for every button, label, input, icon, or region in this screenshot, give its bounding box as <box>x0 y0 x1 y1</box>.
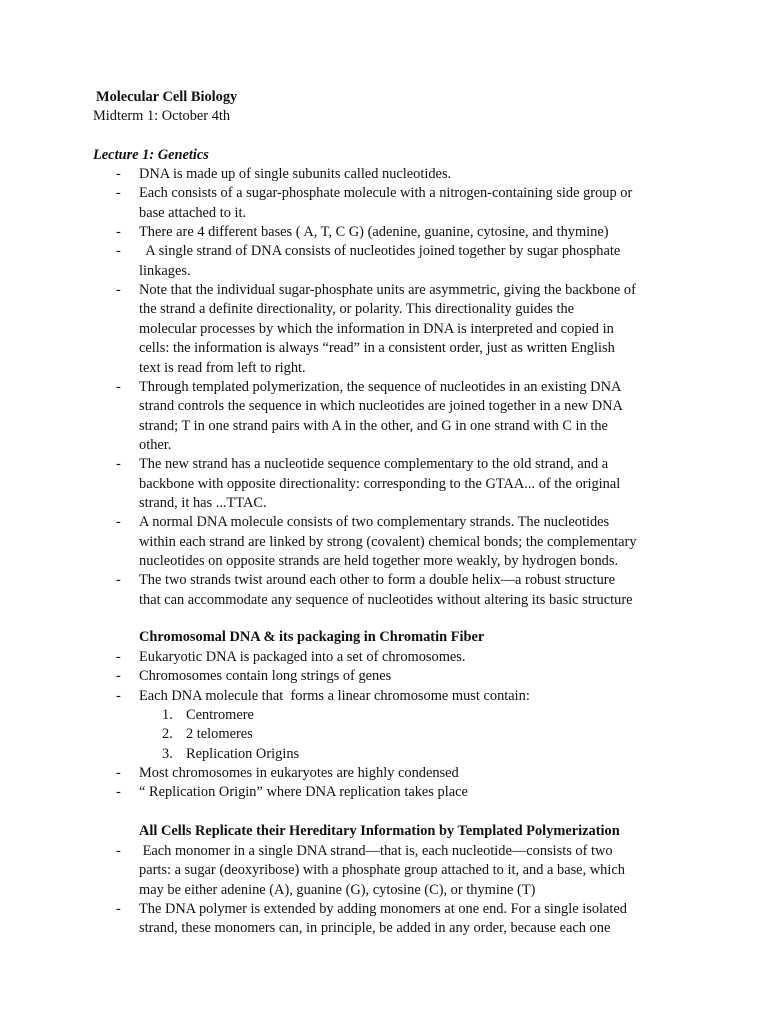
numbered-item-text: Centromere <box>186 707 254 724</box>
list-item-text: may be either adenine (A), guanine (G), cytosine (C), or thymine (T) <box>139 881 536 898</box>
numbered-marker: 3. <box>162 745 173 762</box>
list-item-text: Each consists of a sugar-phosphate molecule with a nitrogen-containing side group or <box>139 185 633 202</box>
bullet-dash: - <box>116 378 121 395</box>
list-item-text: The two strands twist around each other to form a double helix—a robust structure <box>139 572 615 589</box>
list-item-text: text is read from left to right. <box>139 359 306 376</box>
list-item-text: “ Replication Origin” where DNA replication takes place <box>139 784 468 801</box>
list-item-text: other. <box>139 436 172 453</box>
bullet-dash: - <box>116 456 121 473</box>
list-item-text: backbone with opposite directionality: corresponding to the GTAA... of the original <box>139 475 621 492</box>
list-item-text: The DNA polymer is extended by adding monomers at one end. For a single isolated <box>139 901 627 918</box>
document-subtitle: Midterm 1: October 4th <box>93 108 231 124</box>
list-item-text: Each DNA molecule that forms a linear chromosome must contain: <box>139 687 530 704</box>
bullet-dash: - <box>116 282 121 299</box>
list-item-text: There are 4 different bases ( A, T, C G) (adenine, guanine, cytosine, and thymine) <box>139 224 609 241</box>
list-item-text: The new strand has a nucleotide sequence complementary to the old strand, and a <box>139 456 609 473</box>
list-item-text: molecular processes by which the information in DNA is interpreted and copied in <box>139 320 614 337</box>
bullet-dash: - <box>116 572 121 589</box>
bullet-dash: - <box>116 166 121 182</box>
bullet-dash: - <box>116 224 121 241</box>
bullet-dash: - <box>116 784 121 801</box>
bullet-dash: - <box>116 765 121 782</box>
list-item-text: Through templated polymerization, the sequence of nucleotides in an existing DNA <box>139 378 622 395</box>
numbered-item-text: 2 telomeres <box>186 726 253 743</box>
list-item-text: strand, it has ...TTAC. <box>139 494 267 511</box>
numbered-item-text: Replication Origins <box>186 745 300 762</box>
list-item-text: that can accommodate any sequence of nucleotides without altering its basic structure <box>139 591 633 608</box>
bullet-dash: - <box>116 668 121 685</box>
list-item-text: strand; T in one strand pairs with A in the other, and G in one strand with C in the <box>139 417 608 434</box>
numbered-marker: 2. <box>162 726 173 743</box>
list-item-text: the strand a definite directionality, or polarity. This directionality guides the <box>139 301 575 318</box>
list-item-text: A normal DNA molecule consists of two complementary strands. The nucleotides <box>139 514 610 531</box>
list-item-text: A single strand of DNA consists of nucleotides joined together by sugar phosphate <box>139 243 621 260</box>
list-item-text: DNA is made up of single subunits called nucleotides. <box>139 166 452 182</box>
list-item-text: within each strand are linked by strong (covalent) chemical bonds; the complementary <box>139 533 637 550</box>
bullet-dash: - <box>116 514 121 531</box>
section3-heading: All Cells Replicate their Hereditary Information by Templated Polymerization <box>139 823 620 839</box>
bullet-dash: - <box>116 901 121 918</box>
lecture1-heading: Lecture 1: Genetics <box>93 147 209 163</box>
list-item-text: base attached to it. <box>139 204 247 221</box>
section2-heading: Chromosomal DNA & its packaging in Chromatin Fiber <box>139 629 485 645</box>
bullet-dash: - <box>116 649 121 665</box>
bullet-dash: - <box>116 243 121 260</box>
list-item-text: Eukaryotic DNA is packaged into a set of chromosomes. <box>139 649 466 665</box>
list-item-text: strand controls the sequence in which nucleotides are joined together in a new DNA <box>139 398 623 415</box>
bullet-dash: - <box>116 687 121 704</box>
bullet-dash: - <box>116 843 121 859</box>
bullet-dash: - <box>116 185 121 202</box>
document-title: Molecular Cell Biology <box>96 89 238 105</box>
list-item-text: Note that the individual sugar-phosphate units are asymmetric, giving the backbone of <box>139 282 636 299</box>
list-item-text: Each monomer in a single DNA strand—that is, each nucleotide—consists of two <box>139 843 613 859</box>
numbered-marker: 1. <box>162 707 173 724</box>
list-item-text: Most chromosomes in eukaryotes are highly condensed <box>139 765 459 782</box>
list-item-text: nucleotides on opposite strands are held together more weakly, by hydrogen bonds. <box>139 553 619 569</box>
list-item-text: parts: a sugar (deoxyribose) with a phosphate group attached to it, and a base, which <box>139 862 625 879</box>
list-item-text: strand, these monomers can, in principle, be added in any order, because each one <box>139 920 611 937</box>
list-item-text: linkages. <box>139 262 191 279</box>
list-item-text: Chromosomes contain long strings of genes <box>139 668 392 685</box>
list-item-text: cells: the information is always “read” in a consistent order, just as written English <box>139 340 615 357</box>
